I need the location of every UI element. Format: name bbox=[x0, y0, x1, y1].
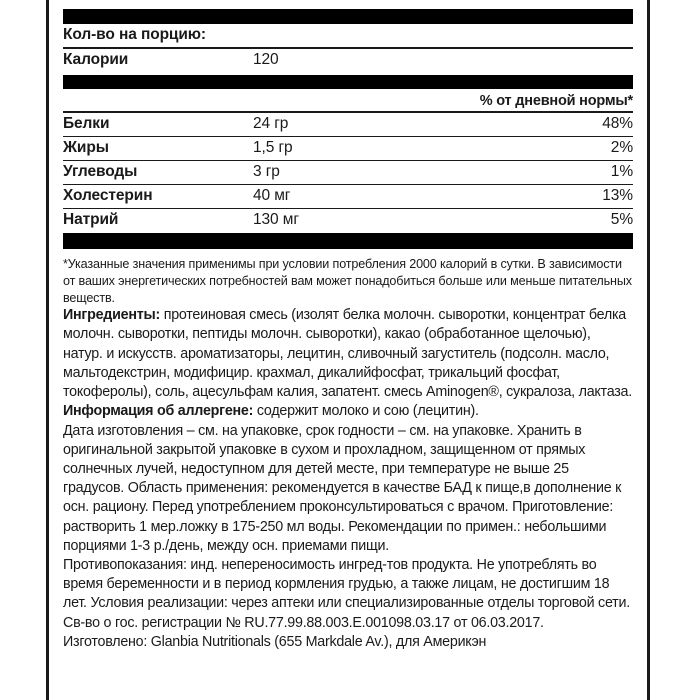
ingredients-paragraph bbox=[63, 306, 633, 402]
serving-heading-row bbox=[63, 24, 633, 48]
bottom-divider-bar bbox=[63, 233, 633, 249]
nutrient-name: Углеводы bbox=[63, 160, 253, 184]
allergen-paragraph bbox=[63, 402, 633, 421]
label-body-text bbox=[49, 256, 647, 650]
nutrient-dv: 48% bbox=[443, 112, 633, 136]
nutrient-name: Натрий bbox=[63, 210, 119, 228]
ingredients-text: протеиновая смесь (изолят белка молочн. сыворотки, концентрат белка молочн. сыворотки, пептиды молочн. сыворотки), какао (обработанное щелочью), натур. и искусств. ароматизаторы, лецитин, сливочный загуститель (подсолн. масло, мальтодекстрин, модифицир. крахмал, дикалийфосфат, трикальций фосфат, токоферолы), соль, ацесульфам калия, запатент. смесь Aminogen®, сукралоза, лактаза. bbox=[63, 307, 632, 401]
daily-value-heading-row bbox=[63, 89, 633, 113]
serving-heading: Кол-во на порцию: bbox=[63, 24, 633, 48]
ingredients-heading: Ингредиенты: bbox=[63, 307, 160, 324]
mid-divider-bar bbox=[63, 75, 633, 89]
nutrient-amount: 3 гр bbox=[253, 160, 443, 184]
nutrient-dv: 5% bbox=[610, 210, 633, 228]
nutrient-amount: 24 гр bbox=[253, 112, 443, 136]
label-inner bbox=[49, 9, 647, 249]
daily-value-heading: % от дневной нормы* bbox=[63, 89, 633, 113]
nutrient-dv: 1% bbox=[443, 160, 633, 184]
table-row bbox=[63, 208, 633, 231]
nutrient-amount: 1,5 гр bbox=[253, 137, 443, 161]
nutrient-name: Белки bbox=[63, 112, 253, 136]
nutrition-facts-table bbox=[63, 24, 633, 72]
nutrition-label-panel bbox=[46, 0, 650, 700]
table-row bbox=[63, 137, 633, 161]
allergen-heading: Информация об аллергене: bbox=[63, 403, 254, 420]
nutrient-dv: 2% bbox=[443, 137, 633, 161]
manufacturer-paragraph-clipped: Изготовлено: Glanbia Nutritionals (655 Markdale Av.), для Америкэн bbox=[63, 633, 487, 650]
table-row bbox=[63, 160, 633, 184]
nutrient-amount: 130 мг bbox=[253, 210, 299, 228]
storage-and-usage-paragraph: Дата изготовления – см. на упаковке, срок годности – см. на упаковке. Хранить в оригинальной закрытой упаковке в сухом и прохладном, защищенном от прямых солнечных лучей, недоступном для детей месте, при температуре не выше 25 градусов. Область применения: рекомендуется в качестве БАД к пище,в дополнение к осн. рациону. Перед употреблением проконсультироваться с врачом. Приготовление: растворить 1 мер.ложку в 175-250 мл воды. Рекомендации по примен.: небольшими порциями 1-3 р./день, между осн. приемами пищи. bbox=[63, 422, 622, 554]
registration-paragraph: Св-во о гос. регистрации № RU.77.99.88.003.Е.001098.03.17 от 06.03.2017. bbox=[63, 614, 544, 631]
top-divider-bar bbox=[63, 9, 633, 24]
nutrient-amount: 40 мг bbox=[253, 184, 443, 208]
table-row bbox=[63, 184, 633, 208]
daily-value-table bbox=[63, 89, 633, 232]
daily-value-footnote: *Указанные значения применимы при условии потребления 2000 калорий в сутки. В зависимости от ваших энергетических потребностей вам может понадобиться больше или меньше питательных веществ. bbox=[63, 257, 632, 305]
calories-label: Калории bbox=[63, 50, 129, 68]
contraindications-paragraph: Противопоказания: инд. непереносимость ингред-тов продукта. Не употреблять во время беременности и в период кормления грудью, а также лицам, не достигшим 18 лет. Условия реализации: через аптеки или специализированные отделы торговой сети. bbox=[63, 557, 630, 612]
calories-dv-empty bbox=[443, 48, 633, 72]
nutrient-name: Холестерин bbox=[63, 184, 253, 208]
nutrient-name: Жиры bbox=[63, 137, 253, 161]
calories-value: 120 bbox=[252, 50, 279, 68]
table-row bbox=[63, 112, 633, 136]
calories-row bbox=[63, 48, 633, 72]
allergen-text: содержит молоко и сою (лецитин). bbox=[253, 403, 479, 420]
nutrient-dv: 13% bbox=[443, 184, 633, 208]
